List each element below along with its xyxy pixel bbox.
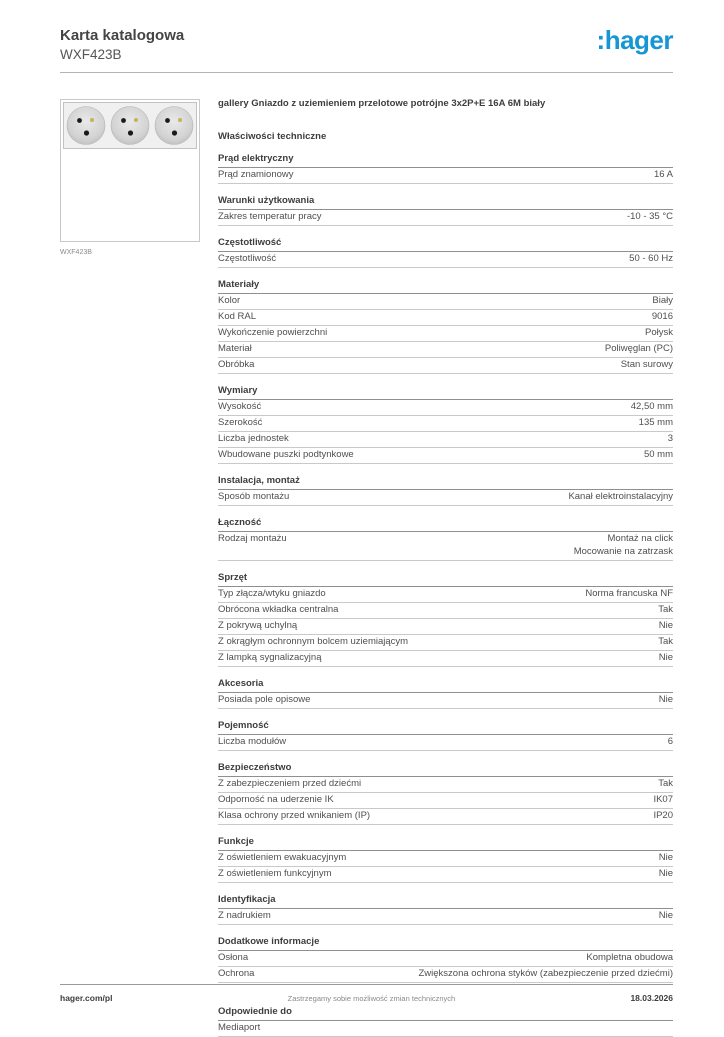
spec-row [218,793,673,809]
document-footer [60,984,673,1003]
spec-row [218,967,673,983]
spec-row [218,310,673,326]
spec-section [218,1007,673,1037]
spec-row-value: IK07 [653,794,673,806]
spec-row-label: Wysokość [218,401,262,413]
spec-section-title: Identyfikacja [218,895,673,909]
spec-row [218,867,673,883]
spec-section [218,154,673,184]
spec-row-value: Norma francuska NF [585,588,673,600]
spec-row-label: Liczba jednostek [218,433,289,445]
spec-row-label: Obróbka [218,359,255,371]
spec-row [218,294,673,310]
spec-row-label: Z oświetleniem funkcyjnym [218,868,332,880]
spec-row [218,400,673,416]
spec-section [218,386,673,464]
spec-section-title: Bezpieczeństwo [218,763,673,777]
spec-row-value: 50 - 60 Hz [629,253,673,265]
footer-date: 18.03.2026 [630,993,673,1003]
footer-website: hager.com/pl [60,993,113,1003]
spec-row-label: Mediaport [218,1022,261,1034]
spec-row-value: Biały [652,295,673,307]
spec-row-value: Kanał elektroinstalacyjny [568,491,673,503]
spec-row-label: Wykończenie powierzchni [218,327,328,339]
spec-row [218,252,673,268]
product-code: WXF423B [60,46,122,62]
spec-section-title: Łączność [218,518,673,532]
spec-row-value: Tak [658,604,673,616]
spec-row-label: Typ złącza/wtyku gniazdo [218,588,326,600]
spec-row [218,635,673,651]
spec-row-value: Tak [658,778,673,790]
spec-row [218,490,673,506]
product-image [63,102,197,149]
spec-section [218,895,673,925]
spec-section [218,280,673,374]
spec-row [218,777,673,793]
spec-row-value: Nie [658,852,673,864]
spec-row-value: IP20 [653,810,673,822]
header-divider [60,72,673,73]
technical-properties-heading: Właściwości techniczne [218,131,327,143]
spec-section-title: Dodatkowe informacje [218,937,673,951]
spec-row-value: Połysk [645,327,673,339]
spec-section-title: Materiały [218,280,673,294]
spec-row-label: Z nadrukiem [218,910,271,922]
spec-sections [218,154,673,1037]
spec-section [218,937,673,983]
spec-row [218,342,673,358]
spec-row-value: 3 [667,433,673,445]
spec-section-title: Wymiary [218,386,673,400]
spec-row-label: Z okrągłym ochronnym bolcem uziemiającym [218,636,409,648]
spec-row [218,358,673,374]
spec-section-title: Funkcje [218,837,673,851]
product-image-frame [60,99,200,242]
spec-row-label: Kolor [218,295,241,307]
spec-row-value: Nie [658,868,673,880]
footer-disclaimer: Zastrzegamy sobie możliwość zmian technicznych [287,994,456,1003]
spec-row [218,416,673,432]
spec-row-value: Nie [658,620,673,632]
spec-row-value: 50 mm [643,449,673,461]
spec-row-value: Montaż na click Mocowanie na zatrzask [573,533,673,558]
spec-row-label: Zakres temperatur pracy [218,211,322,223]
spec-row-value [270,1023,673,1035]
document-type-title: Karta katalogowa [60,27,185,44]
spec-row-value: 6 [667,736,673,748]
product-image-column [60,99,200,1037]
spec-row-label: Wbudowane puszki podtynkowe [218,449,354,461]
spec-section-title: Pojemność [218,721,673,735]
spec-row [218,651,673,667]
spec-row [218,448,673,464]
spec-row-label: Kod RAL [218,311,257,323]
hager-logo: :hager [596,25,673,55]
spec-row-label: Szerokość [218,417,263,429]
product-title: gallery Gniazdo z uziemieniem przelotowe potrójne 3x2P+E 16A 6M biały [218,98,546,110]
spec-row-value: Stan surowy [620,359,673,371]
spec-section [218,763,673,825]
spec-section-title: Warunki użytkowania [218,196,673,210]
spec-section-title: Instalacja, montaż [218,476,673,490]
spec-section-title: Prąd elektryczny [218,154,673,168]
spec-section [218,518,673,561]
main-content [60,99,673,1037]
spec-section-title: Odpowiednie do [218,1007,673,1021]
spec-section [218,238,673,268]
spec-row [218,168,673,184]
spec-row-value: Nie [658,652,673,664]
spec-row-label: Rodzaj montażu [218,533,287,545]
spec-row-label: Z pokrywą uchylną [218,620,298,632]
spec-row-value: Nie [658,910,673,922]
spec-section [218,679,673,709]
spec-section-title: Częstotliwość [218,238,673,252]
spec-row-label: Z zabezpieczeniem przed dziećmi [218,778,362,790]
spec-row [218,603,673,619]
spec-row-value: Zwiększona ochrona styków (zabezpieczenie przed dziećmi) [418,968,673,980]
spec-row-label: Liczba modułów [218,736,287,748]
spec-column [218,99,673,1037]
spec-row-value: Nie [658,694,673,706]
spec-row [218,735,673,751]
spec-section [218,196,673,226]
spec-row-label: Ochrona [218,968,255,980]
product-image-caption: WXF423B [60,249,92,257]
spec-section [218,476,673,506]
spec-row [218,326,673,342]
spec-row-value: Kompletna obudowa [586,952,673,964]
spec-row [218,587,673,603]
spec-section-title: Akcesoria [218,679,673,693]
spec-row-value: 135 mm [638,417,673,429]
spec-row-label: Osłona [218,952,249,964]
spec-row-value: Poliwęglan (PC) [604,343,673,355]
document-header [60,27,673,63]
spec-row-label: Prąd znamionowy [218,169,294,181]
spec-section [218,573,673,667]
spec-row-label: Z oświetleniem ewakuacyjnym [218,852,347,864]
spec-row-label: Sposób montażu [218,491,290,503]
spec-row [218,532,673,561]
spec-section-title: Sprzęt [218,573,673,587]
spec-section [218,721,673,751]
spec-row-label: Posiada pole opisowe [218,694,311,706]
spec-row [218,619,673,635]
spec-row-label: Częstotliwość [218,253,277,265]
spec-row [218,909,673,925]
spec-section [218,837,673,883]
spec-row-value: 9016 [651,311,673,323]
spec-row-value: Tak [658,636,673,648]
spec-row-label: Odporność na uderzenie IK [218,794,334,806]
spec-row-label: Obrócona wkładka centralna [218,604,339,616]
spec-row [218,432,673,448]
spec-row [218,693,673,709]
spec-row [218,210,673,226]
spec-row-label: Z lampką sygnalizacyjną [218,652,322,664]
spec-row-value: -10 - 35 °C [626,211,673,223]
spec-row [218,851,673,867]
spec-row-value: 16 A [653,169,673,181]
spec-row-label: Klasa ochrony przed wnikaniem (IP) [218,810,371,822]
spec-row [218,951,673,967]
spec-row [218,809,673,825]
spec-row-value: 42,50 mm [630,401,673,413]
spec-row-label: Materiał [218,343,252,355]
